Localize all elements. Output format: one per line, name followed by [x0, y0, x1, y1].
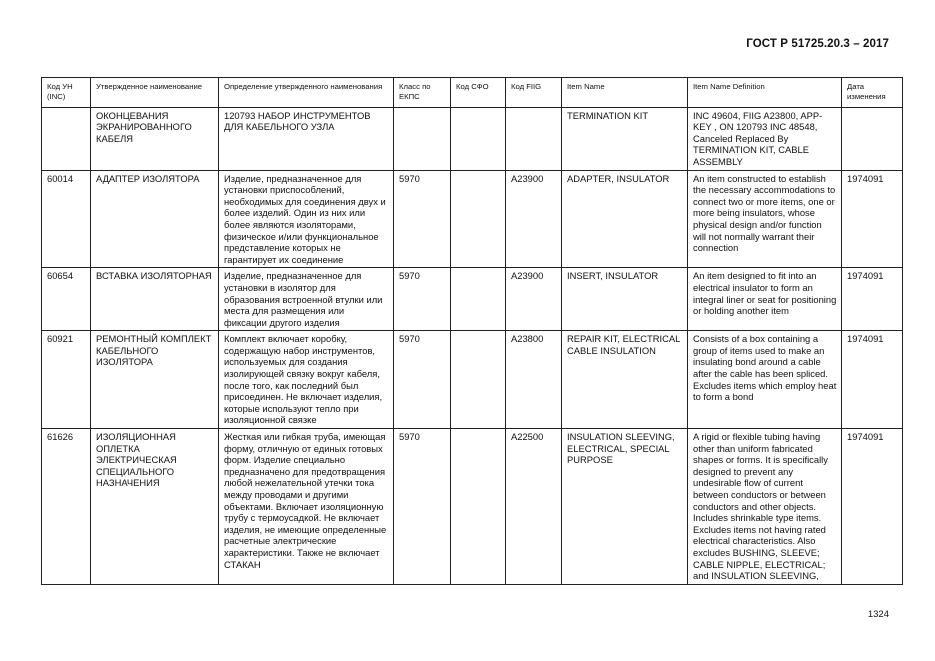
- cell-date: 1974091: [842, 170, 903, 268]
- column-header-inc: Код УН (INC): [42, 78, 91, 108]
- cell-fiig: [506, 107, 562, 170]
- cell-definition-ru: 120793 НАБОР ИНСТРУМЕНТОВ ДЛЯ КАБЕЛЬНОГО УЗЛА: [219, 107, 394, 170]
- column-header-item-name: Item Name: [562, 78, 688, 108]
- cell-sfo: [451, 331, 506, 429]
- cell-item-definition: Consists of a box containing a group of items used to make an insulating bond around a cable after the cable has been spliced. Excludes items which employ heat to form a bond: [688, 331, 842, 429]
- column-header-class: Класс по ЕКПС: [394, 78, 451, 108]
- cell-name-ru: ИЗОЛЯЦИОННАЯ ОПЛЕТКА ЭЛЕКТРИЧЕСКАЯ СПЕЦИАЛЬНОГО НАЗНАЧЕНИЯ: [91, 429, 219, 585]
- cell-name-ru: ВСТАВКА ИЗОЛЯТОРНАЯ: [91, 268, 219, 331]
- cell-item-name: INSERT, INSULATOR: [562, 268, 688, 331]
- table-row: [42, 429, 903, 585]
- cell-fiig: A23800: [506, 331, 562, 429]
- cell-name-ru: РЕМОНТНЫЙ КОМПЛЕКТ КАБЕЛЬНОГО ИЗОЛЯТОРА: [91, 331, 219, 429]
- cell-inc: 60921: [42, 331, 91, 429]
- table-header: [42, 78, 903, 108]
- cell-item-definition: An item constructed to establish the necessary accommodations to connect two or more items, one or more being insulators, whose physical design and/or function will not normally warrant their connection: [688, 170, 842, 268]
- cell-class: 5970: [394, 268, 451, 331]
- cell-date: [842, 107, 903, 170]
- catalog-table: [41, 77, 903, 585]
- cell-inc: 60654: [42, 268, 91, 331]
- cell-name-ru: ОКОНЦЕВАНИЯ ЭКРАНИРОВАННОГО КАБЕЛЯ: [91, 107, 219, 170]
- cell-inc: 61626: [42, 429, 91, 585]
- cell-item-definition: INC 49604, FIIG A23800, APP-KEY , ON 120793 INC 48548, Canceled Replaced By TERMINATION KIT, CABLE ASSEMBLY: [688, 107, 842, 170]
- table-row: [42, 331, 903, 429]
- cell-class: 5970: [394, 429, 451, 585]
- cell-sfo: [451, 429, 506, 585]
- cell-definition-ru: Жесткая или гибкая труба, имеющая форму, отличную от единых готовых форм. Изделие специально предназначено для предотвращения любой нежелательной утечки тока между проводами и другими объектами. Включает изоляционную трубу с термоусадкой. Не включает изделия, не имеющие определенные расчетные электрические характеристики. Также не включает СТАКАН: [219, 429, 394, 585]
- cell-definition-ru: Комплект включает коробку, содержащую набор инструментов, используемых для создания изолирующей связку вокруг кабеля, после того, как последний был присоединен. Не включает изделия, которые используют тепло при изоляционной связке: [219, 331, 394, 429]
- cell-date: 1974091: [842, 429, 903, 585]
- cell-inc: 60014: [42, 170, 91, 268]
- document-code: ГОСТ Р 51725.20.3 – 2017: [746, 38, 889, 50]
- cell-definition-ru: Изделие, предназначенное для установки в изолятор для образования встроенной втулки или места для размещения или фиксации другого изделия: [219, 268, 394, 331]
- cell-sfo: [451, 268, 506, 331]
- cell-class: 5970: [394, 170, 451, 268]
- column-header-fiig: Код FIIG: [506, 78, 562, 108]
- cell-sfo: [451, 170, 506, 268]
- cell-fiig: A23900: [506, 170, 562, 268]
- column-header-sfo: Код СФО: [451, 78, 506, 108]
- column-header-date: Дата изменения: [842, 78, 903, 108]
- cell-fiig: A23900: [506, 268, 562, 331]
- cell-class: 5970: [394, 331, 451, 429]
- column-header-name-ru: Утвержденное наименование: [91, 78, 219, 108]
- cell-definition-ru: Изделие, предназначенное для установки приспособлений, необходимых для соединения двух и более изделий. Один из них или более являются изоляторами, физическое и/или функциональное представление которых не гарантирует их соединение: [219, 170, 394, 268]
- column-header-definition-ru: Определение утвержденного наименования: [219, 78, 394, 108]
- column-header-item-definition: Item Name Definition: [688, 78, 842, 108]
- cell-inc: [42, 107, 91, 170]
- page-number: 1324: [867, 609, 889, 620]
- cell-item-name: INSULATION SLEEVING, ELECTRICAL, SPECIAL PURPOSE: [562, 429, 688, 585]
- cell-name-ru: АДАПТЕР ИЗОЛЯТОРА: [91, 170, 219, 268]
- cell-item-name: TERMINATION KIT: [562, 107, 688, 170]
- table-row: [42, 107, 903, 170]
- cell-fiig: A22500: [506, 429, 562, 585]
- cell-sfo: [451, 107, 506, 170]
- header-row: [42, 78, 903, 108]
- table-body: [42, 107, 903, 584]
- table-row: [42, 170, 903, 268]
- table-row: [42, 268, 903, 331]
- cell-item-name: REPAIR KIT, ELECTRICAL CABLE INSULATION: [562, 331, 688, 429]
- cell-item-definition: A rigid or flexible tubing having other than uniform fabricated shapes or forms. It is specifically designed to prevent any undesirable flow of current between conductors or between conductors and other objects. Includes shrinkable type items. Excludes items not having rated electrical characteristics. Also excludes BUSHING, SLEEVE; CABLE NIPPLE, ELECTRICAL; and INSULATION SLEEVING,: [688, 429, 842, 585]
- cell-item-definition: An item designed to fit into an electrical insulator to form an integral liner or seat for positioning or holding another item: [688, 268, 842, 331]
- cell-date: 1974091: [842, 268, 903, 331]
- cell-date: 1974091: [842, 331, 903, 429]
- cell-item-name: ADAPTER, INSULATOR: [562, 170, 688, 268]
- cell-class: [394, 107, 451, 170]
